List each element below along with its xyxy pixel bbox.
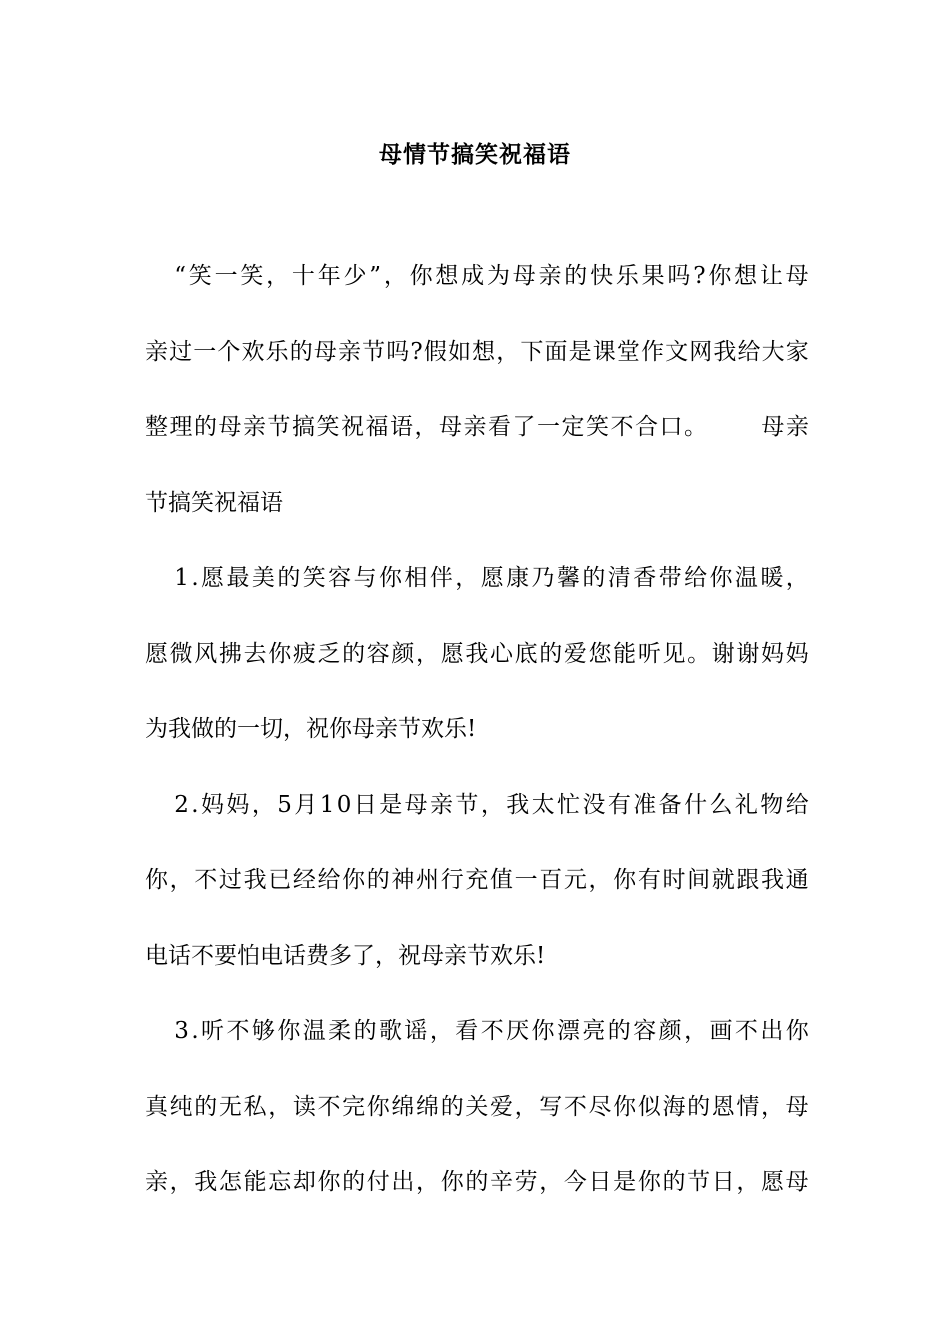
paragraph-line: “ 笑 一 笑 ， 十 年 少 ” ， 你 想 成 为 母 亲 的 快 乐 果 吗 ? 你 想 让 母 bbox=[145, 263, 809, 289]
paragraph-line: 亲 ， 我 怎 能 忘 却 你 的 付 出 ， 你 的 辛 劳 ， 今 日 是 你 的 节 日 ， 愿 母 bbox=[145, 1169, 809, 1195]
paragraph-line: 整 理 的 母 亲 节 搞 笑 祝 福 语 ， 母 亲 看 了 一 定 笑 不 合 口 。 母 亲 bbox=[145, 414, 809, 440]
paragraph-line: 亲 过 一 个 欢 乐 的 母 亲 节 吗 ? 假 如 想 ， 下 面 是 课 堂 作 文 网 我 给 大 家 bbox=[145, 338, 809, 365]
paragraph-line: 节搞笑祝福语 bbox=[145, 489, 283, 516]
document-body bbox=[145, 258, 809, 1240]
paragraph-line: 电话不要怕电话费多了，祝母亲节欢乐! bbox=[145, 942, 546, 969]
paragraph-line: 3 . 听 不 够 你 温 柔 的 歌 谣 ， 看 不 厌 你 漂 亮 的 容 颜 ， 画 不 出 你 bbox=[145, 1018, 809, 1044]
paragraph-line: 真 纯 的 无 私 ， 读 不 完 你 绵 绵 的 关 爱 ， 写 不 尽 你 似 海 的 恩 情 ， 母 bbox=[145, 1093, 809, 1120]
paragraph-line: 愿 微 风 拂 去 你 疲 乏 的 容 颜 ， 愿 我 心 底 的 爱 您 能 听 见 。 谢 谢 妈 妈 bbox=[145, 640, 809, 667]
paragraph-line: 为我做的一切，祝你母亲节欢乐! bbox=[145, 716, 477, 742]
paragraph-line: 2 . 妈 妈 ， 5 月 1 0 日 是 母 亲 节 ， 我 太 忙 没 有 准 备 什 么 礼 物 给 bbox=[145, 791, 809, 818]
paragraph-line: 你 ， 不 过 我 已 经 给 你 的 神 州 行 充 值 一 百 元 ， 你 有 时 间 就 跟 我 通 bbox=[145, 867, 809, 893]
document-title: 母情节搞笑祝福语 bbox=[379, 141, 571, 168]
paragraph-line: 1 . 愿 最 美 的 笑 容 与 你 相 伴 ， 愿 康 乃 馨 的 清 香 带 给 你 温 暖 ， bbox=[145, 565, 809, 591]
